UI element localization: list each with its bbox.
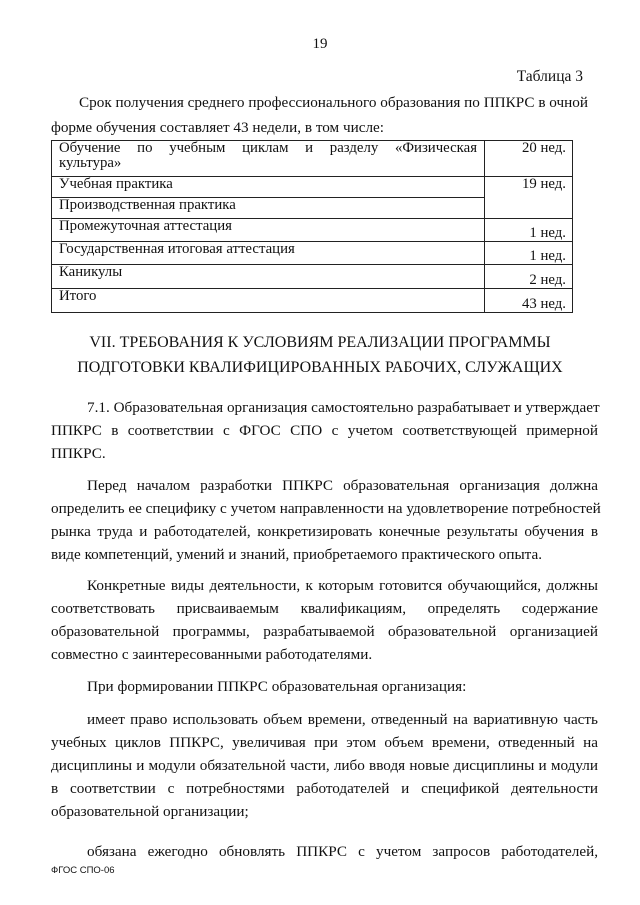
table-caption: Таблица 3	[516, 68, 583, 85]
intro-line-2: форме обучения составляет 43 недели, в том числе:	[51, 119, 385, 136]
paragraph-line: Конкретные виды деятельности, к которым готовится обучающийся, должны	[87, 577, 598, 594]
paragraph-line: образовательной программы, разрабатываемой образовательной организацией	[51, 623, 598, 640]
row-label: Учебная практика	[52, 177, 485, 198]
paragraph-line: ППКРС.	[51, 445, 106, 462]
row-value: 20 нед.	[485, 141, 573, 177]
row-label: Итого	[52, 289, 485, 313]
table-row	[52, 177, 573, 198]
paragraph-line: виде компетенций, умений и знаний, приобретаемого практического опыта.	[51, 546, 543, 563]
paragraph-obligation	[51, 840, 598, 863]
row-label: Государственная итоговая аттестация	[52, 242, 485, 265]
page-number: 19	[312, 36, 328, 52]
row-value: 43 нед.	[485, 289, 573, 313]
row-label-line-2: культура»	[59, 155, 122, 172]
paragraph-line: совместно с заинтересованными работодателями.	[51, 646, 373, 663]
row-label: Каникулы	[52, 265, 485, 289]
paragraph-line: учебных циклов ППКРС, увеличивая при этом объем времени, отведенный на	[51, 734, 598, 751]
row-label: Промежуточная аттестация	[52, 219, 485, 242]
paragraph-line: в соответствии с потребностями работодателей и спецификой деятельности	[51, 780, 598, 797]
paragraph-specifics	[51, 474, 601, 566]
paragraph-line: имеет право использовать объем времени, отведенный на вариативную часть	[87, 711, 598, 728]
paragraph-line: образовательной организации;	[51, 803, 249, 820]
paragraph-line: ППКРС в соответствии с ФГОС СПО с учетом соответствующей примерной	[51, 422, 598, 439]
paragraph-line: рынка труда и работодателей, конкретизировать конечные результаты обучения в	[51, 523, 598, 540]
table-row	[52, 219, 573, 242]
table-row	[52, 242, 573, 265]
row-value: 1 нед.	[485, 219, 573, 242]
table-row	[52, 289, 573, 313]
footer-code: ФГОС СПО-06	[51, 865, 115, 876]
row-value: 1 нед.	[485, 242, 573, 265]
section-title	[40, 330, 600, 380]
paragraph-line: При формировании ППКРС образовательная организация:	[87, 678, 467, 695]
table-row	[52, 141, 573, 177]
row-value: 2 нед.	[485, 265, 573, 289]
paragraph-line: 7.1. Образовательная организация самостоятельно разрабатывает и утверждает	[87, 399, 600, 416]
paragraph-line: дисциплины и модули обязательной части, либо вводя новые дисциплины и модули	[51, 757, 598, 774]
intro-line-1: Срок получения среднего профессионального образования по ППКРС в очной	[79, 94, 588, 111]
study-schedule-table	[51, 140, 573, 312]
paragraph-line: Перед началом разработки ППКРС образовательная организация должна	[87, 477, 598, 494]
row-label: Производственная практика	[52, 198, 485, 219]
row-label	[52, 141, 485, 177]
paragraph-7-1	[51, 396, 598, 465]
table-row	[52, 265, 573, 289]
paragraph-line: определить ее специфику с учетом направленности на удовлетворение потребностей	[51, 500, 601, 517]
paragraph-activities	[51, 574, 598, 666]
section-title-line-1: VII. ТРЕБОВАНИЯ К УСЛОВИЯМ РЕАЛИЗАЦИИ ПРОГРАММЫ	[89, 334, 551, 351]
row-value: 19 нед.	[485, 177, 573, 219]
paragraph-line: обязана ежегодно обновлять ППКРС с учетом запросов работодателей,	[87, 843, 598, 860]
section-title-line-2: ПОДГОТОВКИ КВАЛИФИЦИРОВАННЫХ РАБОЧИХ, СЛУЖАЩИХ	[77, 359, 563, 376]
paragraph-formation	[51, 675, 598, 698]
row-label-line-1: Обучение по учебным циклам и разделу «Физическая	[59, 140, 477, 156]
paragraph-right	[51, 708, 598, 823]
paragraph-line: соответствовать присваиваемым квалификациям, определять содержание	[51, 600, 598, 617]
